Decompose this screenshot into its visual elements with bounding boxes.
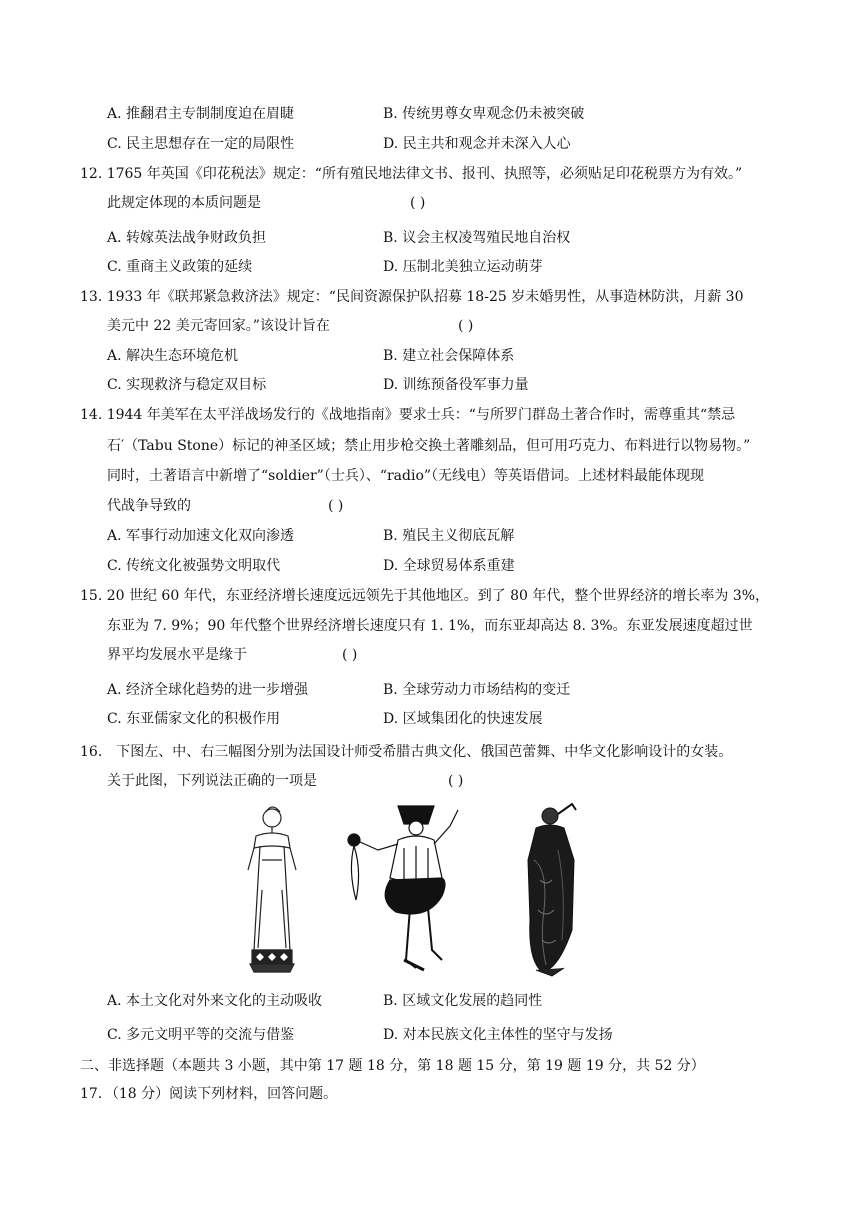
- q13-option-d: D. 训练预备役军事力量: [383, 377, 529, 393]
- q13-answer-paren: ( ): [458, 318, 474, 334]
- q15-option-b: B. 全球劳动力市场结构的变迁: [383, 682, 571, 698]
- q13-option-b: B. 建立社会保障体系: [383, 348, 515, 364]
- q14-option-c: C. 传统文化被强势文明取代: [107, 558, 281, 574]
- q11-option-a: A. 推翻君主专制制度迫在眉睫: [107, 106, 295, 122]
- q16-option-a: A. 本土文化对外来文化的主动吸收: [107, 993, 323, 1009]
- q13-option-c: C. 实现救济与稳定双目标: [107, 377, 267, 393]
- section-two-heading: 二、非选择题（本题共 3 小题，其中第 17 题 18 分，第 18 题 15 分，第 19 题 19 分，共 52 分）: [80, 1058, 705, 1074]
- q13-stem-line2: 美元中 22 美元寄回家。”该设计旨在: [107, 318, 330, 334]
- q12-stem-line1: 12. 1765 年英国《印花税法》规定：“所有殖民地法律文书、报刊、执照等，必须贴足印花税票方为有效。”: [80, 166, 743, 182]
- q12-stem-line2: 此规定体现的本质问题是: [107, 195, 261, 211]
- q16-stem-line2: 关于此图，下列说法正确的一项是: [107, 773, 317, 789]
- q15-stem-line1: 15. 20 世纪 60 年代，东亚经济增长速度远远领先于其他地区。到了 80 年代，整个世界经济的增长率为 3%，: [80, 588, 770, 604]
- ballet-style-costume-illustration: [348, 806, 458, 970]
- q16-stem-line1: 16． 下图左、中、右三幅图分别为法国设计师受希腊古典文化、俄国芭蕾舞、中华文化影响设计的女装。: [80, 744, 733, 760]
- q14-option-a: A. 军事行动加速文化双向渗透: [107, 528, 295, 544]
- q11-option-d: D. 民主共和观念并未深入人心: [383, 136, 571, 152]
- q14-answer-paren: ( ): [328, 498, 344, 514]
- q15-option-d: D. 区域集团化的快速发展: [383, 711, 543, 727]
- q15-stem-line2: 东亚为 7. 9%；90 年代整个世界经济增长速度只有 1. 1%，而东亚却高达 8. 3%。东亚发展速度超过世: [107, 618, 753, 634]
- q14-option-b: B. 殖民主义彻底瓦解: [383, 528, 515, 544]
- greek-style-dress-illustration: [248, 807, 296, 972]
- q16-answer-paren: ( ): [448, 773, 464, 789]
- q17-stem: 17．（18 分）阅读下列材料，回答问题。: [80, 1086, 338, 1102]
- q14-stem-line4: 代战争导致的: [107, 498, 191, 514]
- q14-stem-line2: 石′（Tabu Stone）标记的神圣区域；禁止用步枪交换土著雕刻品，但可用巧克力、布料进行以物易物。”: [107, 438, 751, 454]
- q16-option-b: B. 区域文化发展的趋同性: [383, 993, 543, 1009]
- q14-stem-line1: 14. 1944 年美军在太平洋战场发行的《战地指南》要求士兵：“与所罗门群岛土著合作时，需尊重其“禁忌: [80, 407, 736, 423]
- q14-stem-line3: 同时，土著语言中新增了“soldier”（士兵）、“radio”（无线电）等英语借词。上述材料最能体现现: [107, 468, 705, 484]
- q15-option-a: A. 经济全球化趋势的进一步增强: [107, 682, 309, 698]
- q12-answer-paren: ( ): [410, 195, 426, 211]
- q15-answer-paren: ( ): [342, 647, 358, 663]
- q15-stem-line3: 界平均发展水平是缘于: [107, 647, 247, 663]
- chinese-style-robe-illustration: [528, 804, 576, 976]
- q11-option-c: C. 民主思想存在一定的局限性: [107, 136, 295, 152]
- q14-option-d: D. 全球贸易体系重建: [383, 558, 515, 574]
- q13-option-a: A. 解决生态环境危机: [107, 348, 239, 364]
- q12-option-a: A. 转嫁英法战争财政负担: [107, 230, 267, 246]
- q16-option-d: D. 对本民族文化主体性的坚守与发扬: [383, 1027, 613, 1043]
- q12-option-b: B. 议会主权凌驾殖民地自治权: [383, 230, 571, 246]
- q12-option-c: C. 重商主义政策的延续: [107, 259, 253, 275]
- q13-stem-line1: 13. 1933 年《联邦紧急救济法》规定：“民间资源保护队招募 18-25 岁未婚男性，从事造林防洪，月薪 30: [80, 289, 744, 305]
- q11-option-b: B. 传统男尊女卑观念仍未被突破: [383, 106, 585, 122]
- q15-option-c: C. 东亚儒家文化的积极作用: [107, 711, 281, 727]
- q16-option-c: C. 多元文明平等的交流与借鉴: [107, 1027, 295, 1043]
- q16-fashion-illustrations: [228, 800, 628, 980]
- q12-option-d: D. 压制北美独立运动萌芽: [383, 259, 543, 275]
